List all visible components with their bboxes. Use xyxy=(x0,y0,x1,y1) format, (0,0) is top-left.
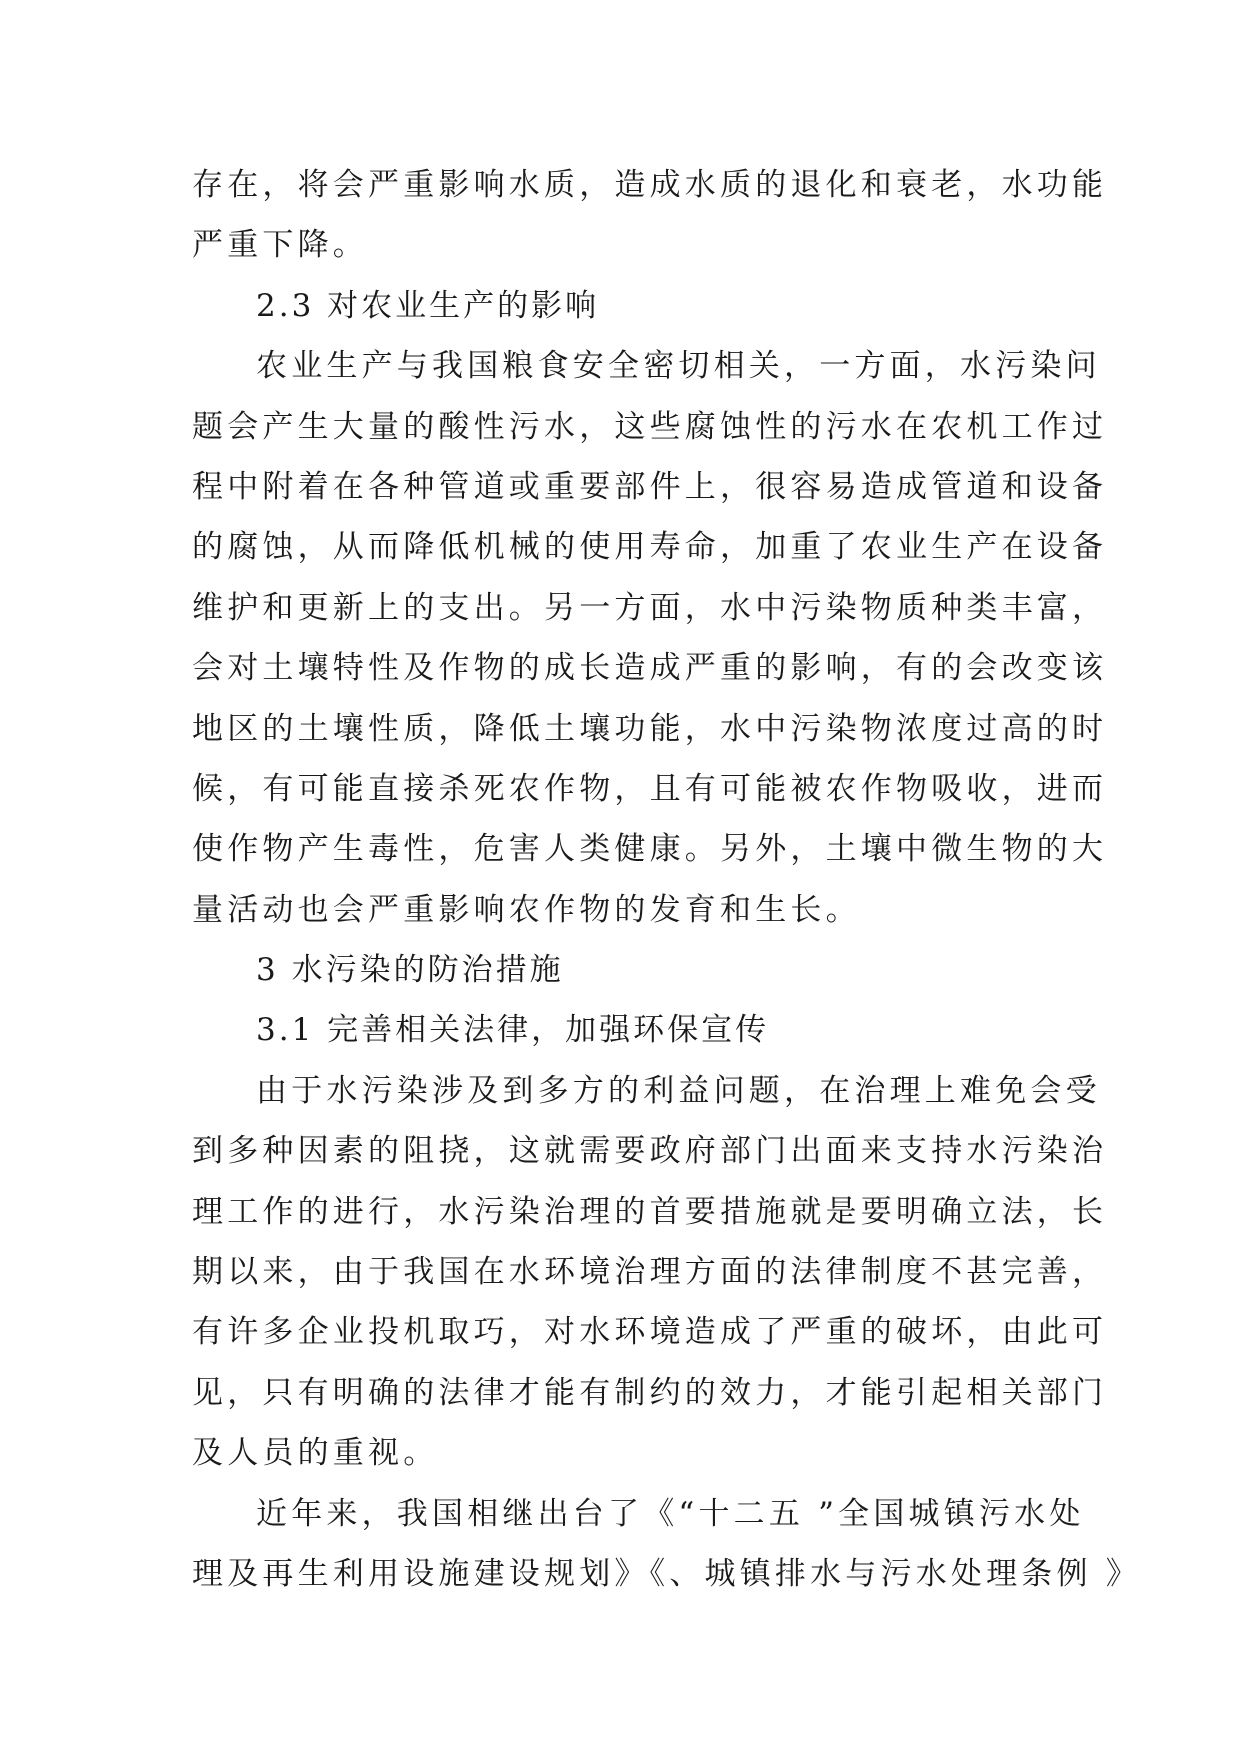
text-line: 有许多企业投机取巧，对水环境造成了严重的破坏，由此可 xyxy=(192,1314,1108,1351)
text-line: 地区的土壤性质，降低土壤功能，水中污染物浓度过高的时 xyxy=(192,710,1108,747)
text-line: 及人员的重视。 xyxy=(192,1435,439,1472)
text-line: 候，有可能直接杀死农作物，且有可能被农作物吸收，进而 xyxy=(192,770,1108,807)
body-text xyxy=(192,155,1141,1604)
text-line: 会对土壤特性及作物的成长造成严重的影响，有的会改变该 xyxy=(192,650,1108,687)
text-line: 量活动也会严重影响农作物的发育和生长。 xyxy=(192,891,861,928)
text-line: 见，只有明确的法律才能有制约的效力，才能引起相关部门 xyxy=(192,1374,1108,1411)
subsection-heading: 3.1 完善相关法律，加强环保宣传 xyxy=(256,1012,770,1049)
text-line: 理及再生利用设施建设规划》《、城镇排水与污水处理条例 》 xyxy=(192,1555,1141,1592)
text-line: 近年来，我国相继出台了《“十二五 ”全国城镇污水处 xyxy=(256,1495,1085,1532)
text-line: 题会产生大量的酸性污水，这些腐蚀性的污水在农机工作过 xyxy=(192,408,1108,445)
text-line: 维护和更新上的支出。另一方面，水中污染物质种类丰富， xyxy=(192,589,1108,626)
text-line: 的腐蚀，从而降低机械的使用寿命，加重了农业生产在设备 xyxy=(192,529,1108,566)
section-heading: 3 水污染的防治措施 xyxy=(256,952,564,989)
text-line: 期以来，由于我国在水环境治理方面的法律制度不甚完善， xyxy=(192,1254,1108,1291)
text-line: 程中附着在各种管道或重要部件上，很容易造成管道和设备 xyxy=(192,468,1108,505)
text-line: 到多种因素的阻挠，这就需要政府部门出面来支持水污染治 xyxy=(192,1133,1108,1170)
text-line: 农业生产与我国粮食安全密切相关，一方面，水污染问 xyxy=(256,348,1101,385)
section-heading: 2.3 对农业生产的影响 xyxy=(256,287,600,324)
text-line: 严重下降。 xyxy=(192,227,368,264)
text-line: 存在，将会严重影响水质，造成水质的退化和衰老，水功能 xyxy=(192,167,1108,203)
text-line: 使作物产生毒性，危害人类健康。另外，土壤中微生物的大 xyxy=(192,831,1108,868)
text-line: 理工作的进行，水污染治理的首要措施就是要明确立法，长 xyxy=(192,1193,1108,1230)
text-line: 由于水污染涉及到多方的利益问题，在治理上难免会受 xyxy=(256,1072,1101,1109)
